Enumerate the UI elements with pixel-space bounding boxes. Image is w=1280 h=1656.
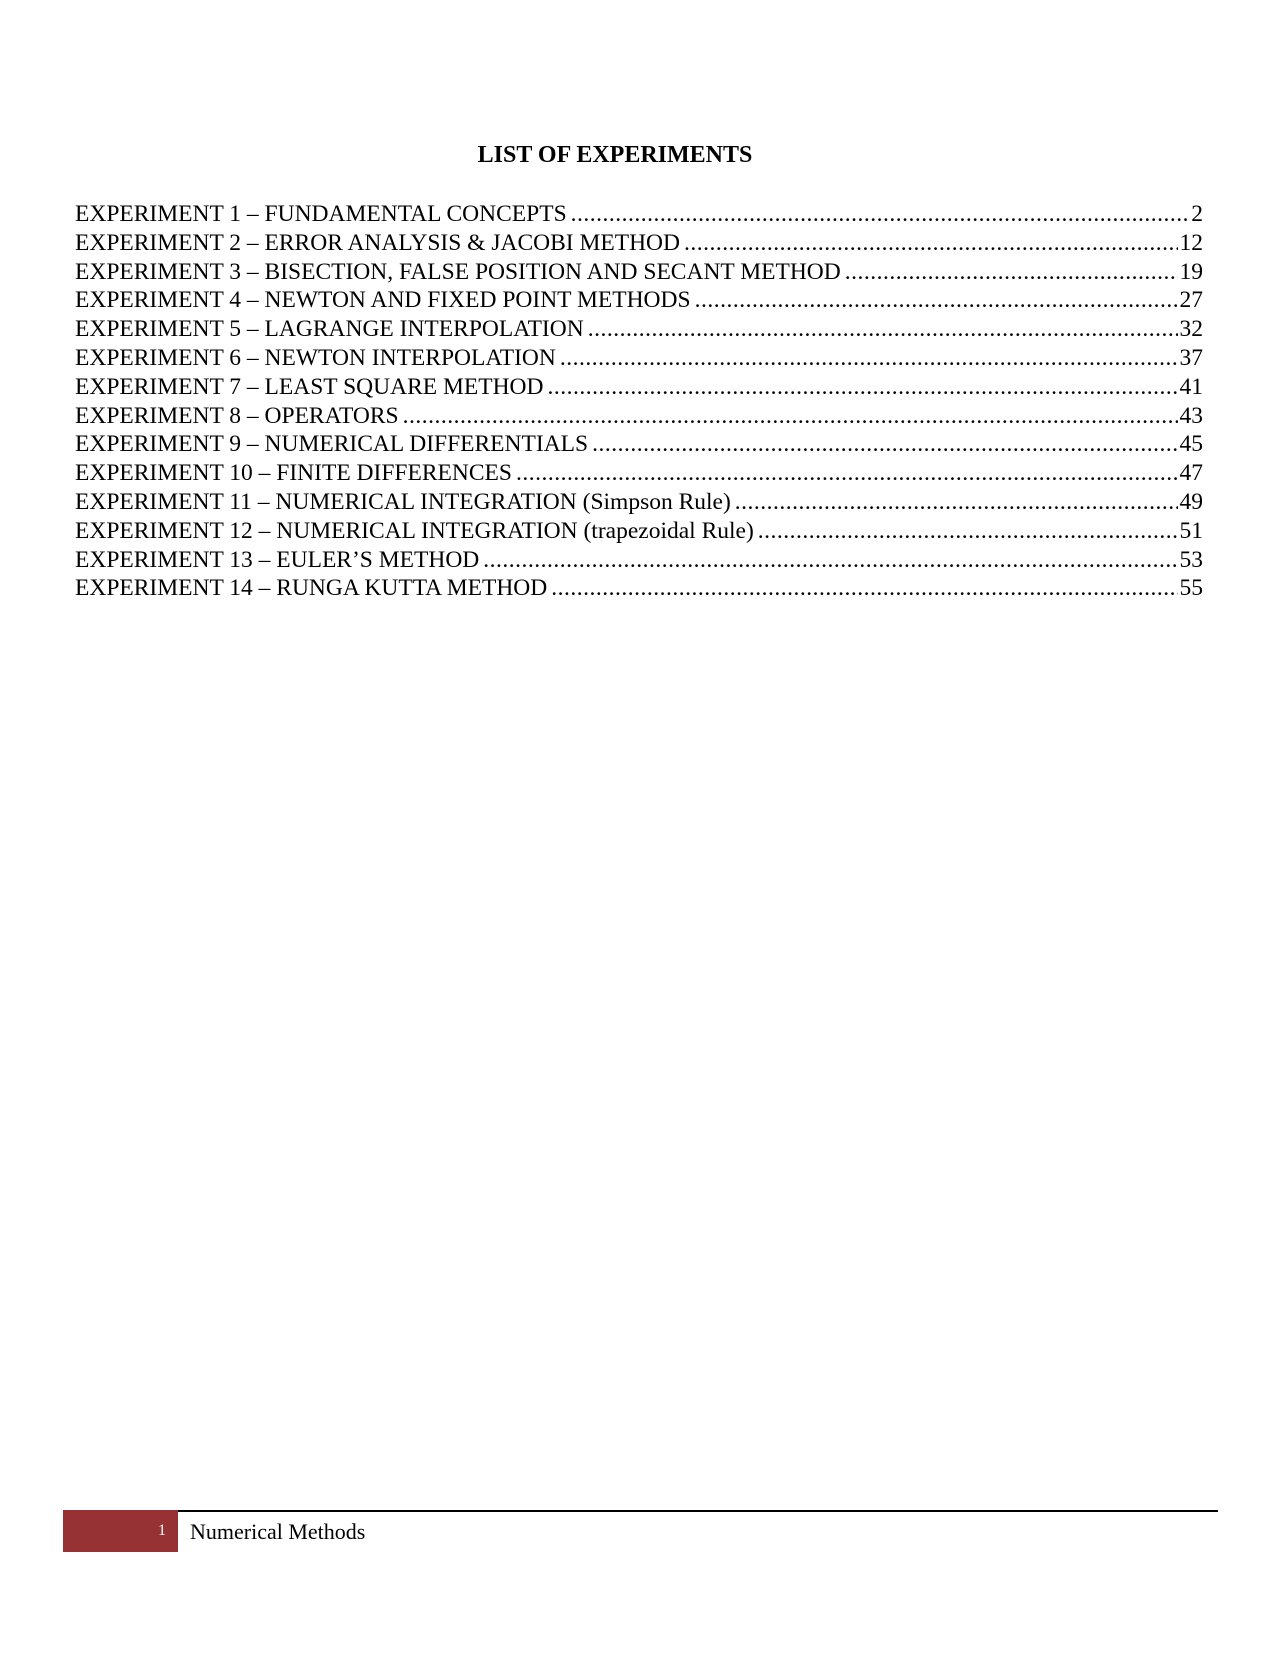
toc-entry-1[interactable]: [75, 200, 1203, 229]
footer-page-number: 1: [63, 1510, 178, 1552]
toc-entry-title: EXPERIMENT 8 – OPERATORS: [75, 402, 399, 429]
toc-entry-page: 45: [1179, 431, 1203, 458]
toc-entry-page: 19: [1179, 258, 1203, 285]
toc-leader-dots: [684, 229, 1178, 258]
toc-entry-page: 41: [1179, 373, 1203, 400]
toc-entry-6[interactable]: [75, 344, 1203, 373]
toc-entry-page: 43: [1179, 402, 1203, 429]
toc-entry-12[interactable]: [75, 517, 1203, 546]
toc-entry-title: EXPERIMENT 4 – NEWTON AND FIXED POINT METHODS: [75, 287, 691, 314]
toc-entry-title: EXPERIMENT 6 – NEWTON INTERPOLATION: [75, 344, 556, 371]
toc-entry-page: 55: [1179, 575, 1203, 602]
toc-entry-title: EXPERIMENT 7 – LEAST SQUARE METHOD: [75, 373, 544, 400]
toc-leader-dots: [588, 315, 1178, 344]
toc-entry-title: EXPERIMENT 1 – FUNDAMENTAL CONCEPTS: [75, 201, 567, 227]
toc-leader-dots: [403, 402, 1178, 431]
toc-leader-dots: [548, 373, 1178, 402]
page-footer: [63, 1510, 1218, 1552]
toc-entry-title: EXPERIMENT 5 – LAGRANGE INTERPOLATION: [75, 316, 584, 343]
toc-entry-title: EXPERIMENT 13 – EULER’S METHOD: [75, 546, 480, 573]
toc-entry-title: EXPERIMENT 3 – BISECTION, FALSE POSITION AND SECANT METHOD: [75, 258, 841, 285]
toc-entry-9[interactable]: [75, 430, 1203, 459]
toc-entry-page: 51: [1179, 517, 1203, 544]
toc-entry-3[interactable]: [75, 258, 1203, 287]
toc-entry-title: EXPERIMENT 10 – FINITE DIFFERENCES: [75, 460, 512, 487]
toc-entry-page: 2: [1191, 201, 1203, 227]
toc-entry-7[interactable]: [75, 373, 1203, 402]
toc-leader-dots: [551, 574, 1177, 603]
toc-entry-title: EXPERIMENT 11 – NUMERICAL INTEGRATION (Simpson Rule): [75, 488, 731, 515]
footer-title: Numerical Methods: [190, 1519, 366, 1544]
table-of-contents: [75, 200, 1203, 603]
toc-leader-dots: [571, 200, 1190, 229]
toc-entry-11[interactable]: [75, 488, 1203, 517]
toc-entry-5[interactable]: [75, 315, 1203, 344]
toc-leader-dots: [735, 488, 1178, 517]
toc-leader-dots: [592, 430, 1177, 459]
toc-entry-page: 37: [1179, 344, 1203, 371]
toc-entry-8[interactable]: [75, 402, 1203, 431]
toc-entry-page: 53: [1179, 546, 1203, 573]
toc-entry-title: EXPERIMENT 14 – RUNGA KUTTA METHOD: [75, 575, 548, 602]
toc-leader-dots: [516, 459, 1178, 488]
toc-entry-4[interactable]: [75, 286, 1203, 315]
toc-entry-10[interactable]: [75, 459, 1203, 488]
toc-leader-dots: [845, 258, 1178, 287]
toc-entry-page: 12: [1179, 229, 1203, 256]
toc-entry-page: 32: [1179, 316, 1203, 343]
toc-entry-page: 47: [1179, 460, 1203, 487]
toc-leader-dots: [758, 517, 1178, 546]
toc-leader-dots: [695, 286, 1178, 315]
toc-entry-13[interactable]: [75, 546, 1203, 575]
toc-entry-title: EXPERIMENT 12 – NUMERICAL INTEGRATION (trapezoidal Rule): [75, 517, 754, 544]
toc-entry-14[interactable]: [75, 574, 1203, 603]
toc-leader-dots: [560, 344, 1178, 373]
toc-entry-title: EXPERIMENT 9 – NUMERICAL DIFFERENTIALS: [75, 431, 589, 458]
toc-entry-page: 49: [1179, 488, 1203, 515]
toc-entry-title: EXPERIMENT 2 – ERROR ANALYSIS & JACOBI METHOD: [75, 229, 680, 256]
toc-entry-page: 27: [1179, 287, 1203, 314]
page-title: LIST OF EXPERIMENTS: [477, 142, 753, 168]
toc-entry-2[interactable]: [75, 229, 1203, 258]
toc-leader-dots: [483, 546, 1177, 575]
